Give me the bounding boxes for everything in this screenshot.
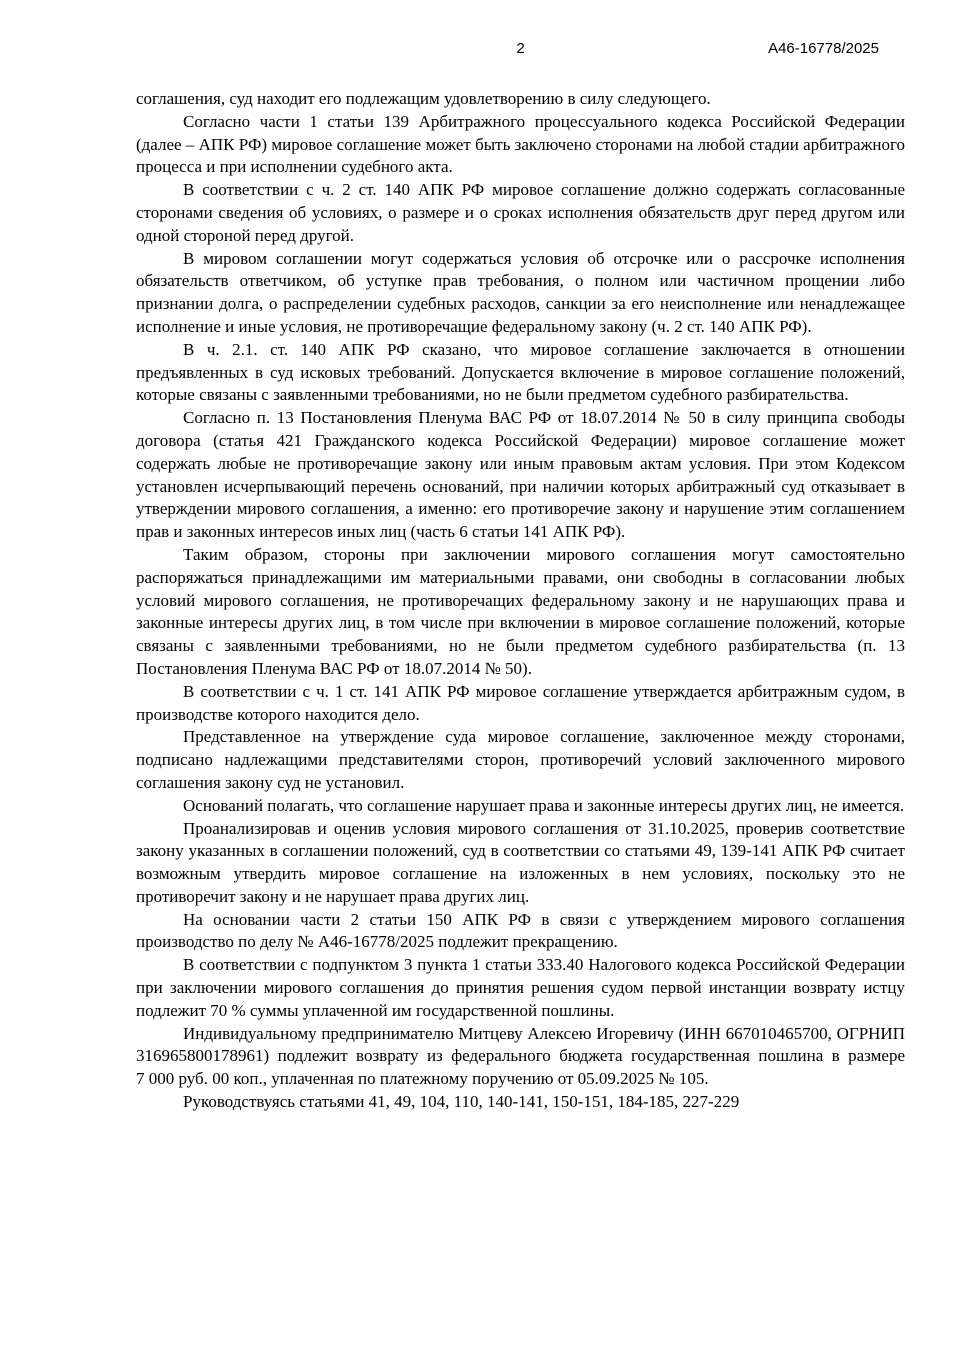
paragraph: Руководствуясь статьями 41, 49, 104, 110, 140-141, 150-151, 184-185, 227-229	[183, 1092, 740, 1112]
paragraph: В соответствии с ч. 2 ст. 140 АПК РФ мировое соглашение должно содержать согласованные сторонами сведения об условиях, о размере и о сроках исполнения обязательств друг перед другом или одной стороной перед другой.	[136, 180, 905, 245]
page-header	[136, 40, 905, 58]
paragraph: В соответствии с подпунктом 3 пункта 1 статьи 333.40 Налогового кодекса Российской Федерации при заключении мирового соглашения до принятия решения судом первой инстанции возврату истцу подлежит 70 % суммы уплаченной им государственной пошлины.	[136, 955, 905, 1020]
paragraph: На основании части 2 статьи 150 АПК РФ в связи с утверждением мирового соглашения производство по делу № А46-16778/2025 подлежит прекращению.	[136, 909, 905, 952]
paragraph: Представленное на утверждение суда мировое соглашение, заключенное между сторонами, подписано надлежащими представителями сторон, противоречий условий заключенного мирового соглашения закону суд не установил.	[136, 727, 905, 792]
paragraph: соглашения, суд находит его подлежащим удовлетворению в силу следующего.	[136, 89, 711, 108]
paragraph: Индивидуальному предпринимателю Митцеву Алексею Игоревичу (ИНН 667010465700, ОГРНИП 316965800178961) подлежит возврату из федерального бюджета государственная пошлина в размере 7 000 руб. 00 коп., уплаченная по платежному поручению от 05.09.2025 № 105.	[136, 1023, 905, 1089]
paragraph: Согласно части 1 статьи 139 Арбитражного процессуального кодекса Российской Федерации (далее – АПК РФ) мировое соглашение может быть заключено сторонами на любой стадии арбитражного процесса и при исполнении судебного акта.	[136, 111, 905, 177]
page-number: 2	[516, 40, 525, 57]
case-number: А46-16778/2025	[768, 40, 879, 57]
paragraph: Оснований полагать, что соглашение нарушает права и законные интересы других лиц, не имеется.	[183, 795, 905, 815]
paragraph: Таким образом, стороны при заключении мирового соглашения могут самостоятельно распоряжаться принадлежащими им материальными правами, они свободны в согласовании любых условий мирового соглашения, не противоречащих федеральному закону и не нарушающих права и законные интересы других лиц, в том числе при включении в мировое соглашение положений, которые связаны с заявленными требованиями, но не были предметом судебного разбирательства (п. 13 Постановления Пленума ВАС РФ от 18.07.2014 № 50).	[136, 544, 905, 678]
paragraph: В ч. 2.1. ст. 140 АПК РФ сказано, что мировое соглашение заключается в отношении предъявленных в суд исковых требований. Допускается включение в мировое соглашение положений, которые связаны с заявленными требованиями, но не были предметом судебного разбирательства.	[136, 339, 905, 405]
paragraph: В мировом соглашении могут содержаться условия об отсрочке или о рассрочке исполнения обязательств ответчиком, об уступке прав требования, о полном или частичном прощении либо признании долга, о распределении судебных расходов, санкции за его неисполнение или ненадлежащее исполнение и иные условия, не противоречащие федеральному закону (ч. 2 ст. 140 АПК РФ).	[136, 248, 905, 336]
document-body	[136, 88, 905, 1114]
paragraph: В соответствии с ч. 1 ст. 141 АПК РФ мировое соглашение утверждается арбитражным судом, в производстве которого находится дело.	[136, 681, 905, 724]
paragraph: Согласно п. 13 Постановления Пленума ВАС РФ от 18.07.2014 № 50 в силу принципа свободы договора (статья 421 Гражданского кодекса Российской Федерации) мировое соглашение может содержать любые не противоречащие закону или иным правовым актам условия. При этом Кодексом установлен исчерпывающий перечень оснований, при наличии которых арбитражный суд отказывает в утверждении мирового соглашения, а именно: его противоречие закону и нарушение этим соглашением прав и законных интересов иных лиц (часть 6 статьи 141 АПК РФ).	[136, 408, 905, 542]
paragraph: Проанализировав и оценив условия мирового соглашения от 31.10.2025, проверив соответствие закону указанных в соглашении положений, суд в соответствии со статьями 49, 139-141 АПК РФ считает возможным утвердить мировое соглашение на изложенных в нем условиях, поскольку это не противоречит закону и не нарушает права других лиц.	[136, 818, 905, 906]
